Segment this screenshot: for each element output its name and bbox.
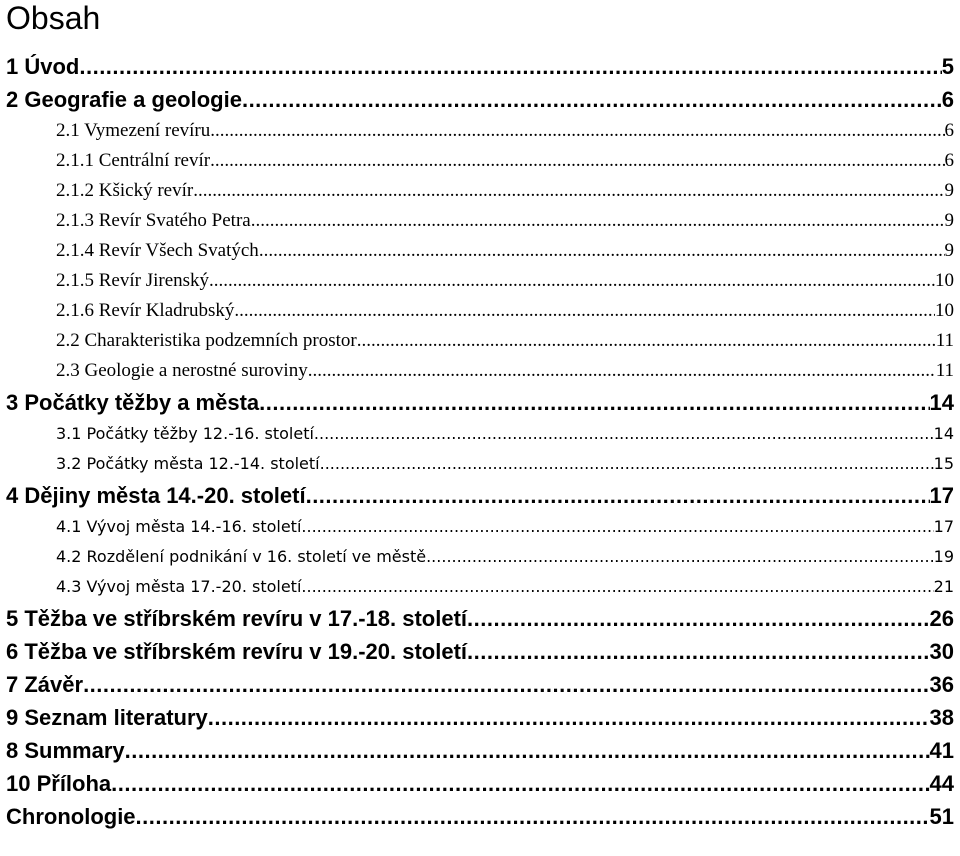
toc-entry[interactable] bbox=[6, 176, 960, 206]
toc-entry[interactable] bbox=[6, 236, 960, 266]
toc-entry-page-number: 30 bbox=[929, 639, 954, 664]
toc-entry[interactable] bbox=[6, 296, 960, 326]
toc-entry[interactable] bbox=[6, 668, 960, 701]
toc-leader-dots bbox=[210, 116, 944, 146]
toc-entry[interactable] bbox=[6, 542, 960, 572]
toc-entry-title: 4.2 Rozdělení podnikání v 16. století ve městě bbox=[56, 547, 427, 566]
toc-entry[interactable] bbox=[6, 206, 960, 236]
toc-entry-title: 2.1.4 Revír Všech Svatých bbox=[56, 240, 259, 261]
toc-entry-page-number: 19 bbox=[933, 547, 954, 566]
toc-entry-title: 9 Seznam literatury bbox=[6, 705, 208, 730]
toc-entry-title: 3 Počátky těžby a města bbox=[6, 390, 260, 415]
toc-leader-dots bbox=[79, 50, 941, 83]
toc-leader-dots bbox=[251, 206, 945, 236]
toc-entry[interactable] bbox=[6, 479, 960, 512]
toc-entry-page-number: 21 bbox=[933, 577, 954, 596]
toc-entry-page-number: 51 bbox=[929, 804, 954, 829]
toc-entry-title: 6 Těžba ve stříbrském revíru v 19.-20. století bbox=[6, 639, 468, 664]
toc-entry-page-number: 36 bbox=[929, 672, 954, 697]
toc-leader-dots bbox=[234, 296, 935, 326]
toc-entry-title: 2.1.6 Revír Kladrubský bbox=[56, 300, 235, 321]
toc-entry-page-number: 17 bbox=[929, 483, 954, 508]
toc-leader-dots bbox=[467, 602, 930, 635]
toc-entry-title: 2.1.5 Revír Jirenský bbox=[56, 270, 210, 291]
toc-entry[interactable] bbox=[6, 356, 960, 386]
toc-entry[interactable] bbox=[6, 512, 960, 542]
toc-entry-page-number: 10 bbox=[935, 270, 954, 291]
toc-leader-dots bbox=[259, 386, 929, 419]
toc-leader-dots bbox=[210, 146, 944, 176]
toc-entry[interactable] bbox=[6, 116, 960, 146]
toc-entry-title: 2.3 Geologie a nerostné suroviny bbox=[56, 360, 308, 381]
toc-entry-page-number: 6 bbox=[944, 120, 954, 141]
toc-leader-dots bbox=[83, 668, 929, 701]
toc-entry[interactable] bbox=[6, 767, 960, 800]
toc-entry-page-number: 10 bbox=[935, 300, 954, 321]
toc-entry[interactable] bbox=[6, 602, 960, 635]
toc-entry-page-number: 5 bbox=[941, 54, 954, 79]
toc-entry[interactable] bbox=[6, 83, 960, 116]
toc-leader-dots bbox=[426, 542, 934, 572]
toc-entry-title: Chronologie bbox=[6, 804, 136, 829]
toc-entry[interactable] bbox=[6, 572, 960, 602]
toc-leader-dots bbox=[136, 800, 930, 833]
toc-entry-page-number: 11 bbox=[935, 330, 954, 351]
toc-entry-title: 7 Závěr bbox=[6, 672, 84, 697]
toc-leader-dots bbox=[306, 479, 930, 512]
toc-leader-dots bbox=[467, 635, 930, 668]
toc-leader-dots bbox=[242, 83, 942, 116]
toc-leader-dots bbox=[314, 419, 934, 449]
toc-entry-page-number: 14 bbox=[933, 424, 954, 443]
toc-entry-title: 3.1 Počátky těžby 12.-16. století bbox=[56, 424, 314, 443]
toc-leader-dots bbox=[111, 767, 929, 800]
toc-entry[interactable] bbox=[6, 800, 960, 833]
toc-entry-title: 2 Geografie a geologie bbox=[6, 87, 242, 112]
toc-entry[interactable] bbox=[6, 419, 960, 449]
toc-entry[interactable] bbox=[6, 50, 960, 83]
toc-entry-title: 2.1 Vymezení revíru bbox=[56, 120, 211, 141]
toc-entry-page-number: 44 bbox=[929, 771, 954, 796]
toc-entry[interactable] bbox=[6, 266, 960, 296]
toc-leader-dots bbox=[308, 356, 936, 386]
toc-leader-dots bbox=[301, 572, 933, 602]
toc-entry[interactable] bbox=[6, 326, 960, 356]
toc-entry-page-number: 15 bbox=[933, 454, 954, 473]
toc-entry-title: 2.1.1 Centrální revír bbox=[56, 150, 211, 171]
toc-entry-title: 1 Úvod bbox=[6, 54, 80, 79]
toc-entry[interactable] bbox=[6, 146, 960, 176]
toc-entry-title: 2.2 Charakteristika podzemních prostor bbox=[56, 330, 357, 351]
toc-entry-title: 4.1 Vývoj města 14.-16. století bbox=[56, 517, 302, 536]
toc-entry[interactable] bbox=[6, 449, 960, 479]
toc-entry-page-number: 11 bbox=[935, 360, 954, 381]
toc-entry-title: 2.1.3 Revír Svatého Petra bbox=[56, 210, 251, 231]
toc-entry-title: 4.3 Vývoj města 17.-20. století bbox=[56, 577, 302, 596]
toc-entry-page-number: 6 bbox=[944, 150, 954, 171]
toc-entry[interactable] bbox=[6, 734, 960, 767]
document-page bbox=[6, 0, 960, 833]
toc-entry-title: 8 Summary bbox=[6, 738, 125, 763]
toc-entry-title: 10 Příloha bbox=[6, 771, 112, 796]
toc-entry-title: 2.1.2 Kšický revír bbox=[56, 180, 194, 201]
toc-entry-page-number: 41 bbox=[929, 738, 954, 763]
toc-entry-page-number: 17 bbox=[933, 517, 954, 536]
toc-entry-page-number: 9 bbox=[944, 210, 954, 231]
table-of-contents bbox=[6, 50, 960, 833]
toc-entry-page-number: 9 bbox=[944, 180, 954, 201]
toc-entry[interactable] bbox=[6, 386, 960, 419]
toc-leader-dots bbox=[209, 266, 935, 296]
toc-leader-dots bbox=[320, 449, 934, 479]
toc-entry-title: 4 Dějiny města 14.-20. století bbox=[6, 483, 306, 508]
toc-entry-title: 3.2 Počátky města 12.-14. století bbox=[56, 454, 320, 473]
toc-entry-page-number: 6 bbox=[941, 87, 954, 112]
toc-leader-dots bbox=[357, 326, 936, 356]
toc-leader-dots bbox=[208, 701, 930, 734]
toc-entry-page-number: 14 bbox=[929, 390, 954, 415]
toc-entry[interactable] bbox=[6, 701, 960, 734]
toc-entry[interactable] bbox=[6, 635, 960, 668]
toc-entry-title: 5 Těžba ve stříbrském revíru v 17.-18. století bbox=[6, 606, 468, 631]
toc-entry-page-number: 38 bbox=[929, 705, 954, 730]
toc-leader-dots bbox=[125, 734, 930, 767]
toc-leader-dots bbox=[301, 512, 933, 542]
toc-leader-dots bbox=[193, 176, 944, 206]
toc-leader-dots bbox=[259, 236, 945, 266]
toc-entry-page-number: 26 bbox=[929, 606, 954, 631]
toc-entry-page-number: 9 bbox=[944, 240, 954, 261]
page-title: Obsah bbox=[6, 0, 101, 36]
